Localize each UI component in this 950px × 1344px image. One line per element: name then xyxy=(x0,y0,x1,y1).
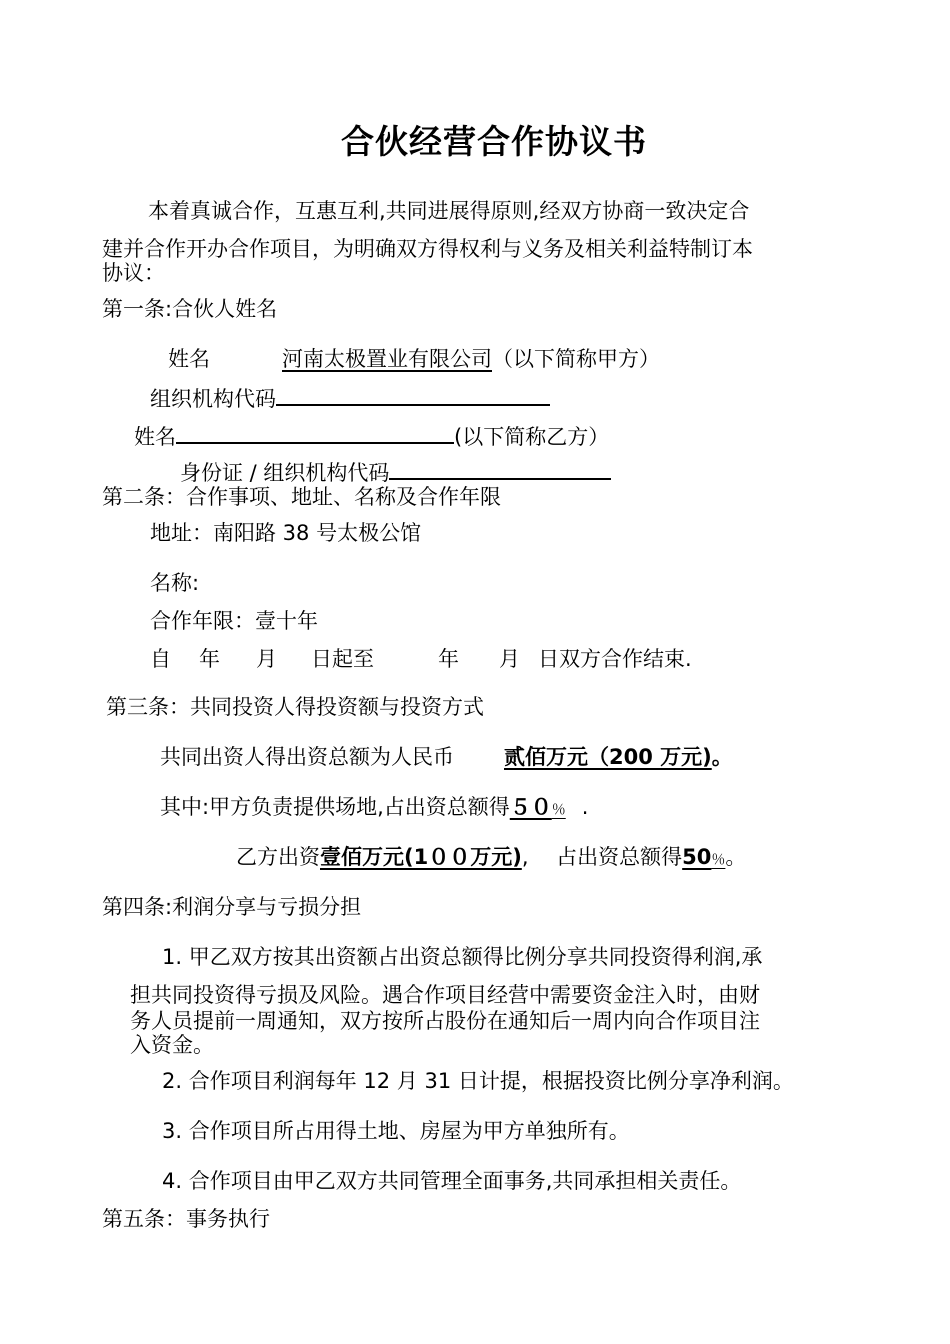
party-a-share-end: . xyxy=(581,795,589,819)
year-label: 年 xyxy=(199,647,220,671)
year-label: 年 xyxy=(438,647,459,671)
address-line: 地址：南阳路 38 号太极公馆 xyxy=(150,521,422,545)
party-b-percent: 50 xyxy=(682,845,712,869)
term-line: 合作年限：壹十年 xyxy=(150,609,318,633)
name-label: 姓名 xyxy=(168,347,210,371)
party-b-row xyxy=(134,422,609,450)
article-2-heading: 第二条：合作事项、地址、名称及合作年限 xyxy=(102,485,501,509)
party-a-suffix: （以下简称甲方） xyxy=(492,347,660,371)
month-label: 月 xyxy=(499,647,520,671)
party-b-name-blank xyxy=(176,422,454,444)
party-a-share-line xyxy=(160,794,588,823)
percent-sign: ％ xyxy=(551,802,566,818)
party-b-share-end: 。 xyxy=(725,845,747,869)
party-a-row xyxy=(168,346,660,372)
article-1-heading: 第一条:合伙人姓名 xyxy=(102,297,278,321)
day-from-label: 日起至 xyxy=(311,647,374,671)
percent-sign: ％ xyxy=(711,852,726,868)
article-4-item-1-line-1: 1. 甲乙双方按其出资额占出资总额得比例分享共同投资得利润,承 xyxy=(162,945,763,969)
party-b-contribution-value: 壹佰万元(1００万元) xyxy=(320,845,522,869)
intro-line-1: 本着真诚合作，互惠互利,共同进展得原则,经双方协商一致决定合 xyxy=(148,199,750,223)
id-blank xyxy=(389,458,611,480)
article-4-item-1-line-2: 担共同投资得亏损及风险。遇合作项目经营中需要资金注入时，由财 xyxy=(130,983,760,1007)
total-end: 。 xyxy=(711,745,733,769)
article-4-item-1-line-4: 入资金。 xyxy=(130,1033,214,1057)
party-a-name: 河南太极置业有限公司 xyxy=(282,347,492,371)
total-label: 共同出资人得出资总额为人民币 xyxy=(160,745,454,769)
org-code-row xyxy=(150,384,550,412)
intro-line-2: 建并合作开办合作项目，为明确双方得权利与义务及相关利益特制订本 xyxy=(102,237,753,261)
from-label: 自 xyxy=(150,647,171,671)
month-label: 月 xyxy=(256,647,277,671)
party-b-contribution-label: 乙方出资 xyxy=(236,845,320,869)
party-b-share-label: , 占出资总额得 xyxy=(521,845,683,869)
party-b-suffix: (以下简称乙方） xyxy=(454,425,610,449)
document-title: 合伙经营合作协议书 xyxy=(341,122,647,161)
id-row xyxy=(180,458,611,486)
article-4-item-4: 4. 合作项目由甲乙双方共同管理全面事务,共同承担相关责任。 xyxy=(162,1169,742,1193)
org-code-label: 组织机构代码 xyxy=(150,387,276,411)
org-code-blank xyxy=(276,384,550,406)
id-label: 身份证 / 组织机构代码 xyxy=(180,461,390,485)
party-a-percent: ５０ xyxy=(509,795,552,819)
party-a-share-label: 其中:甲方负责提供场地,占出资总额得 xyxy=(160,795,510,819)
total-value: 贰佰万元（200 万元) xyxy=(504,745,712,769)
term-dates-line xyxy=(150,646,692,672)
total-investment-line xyxy=(160,744,733,770)
article-4-item-1-line-3: 务人员提前一周通知，双方按所占股份在通知后一周内向合作项目注 xyxy=(130,1009,760,1033)
intro-line-3: 协议： xyxy=(102,261,165,285)
party-b-share-line xyxy=(236,844,746,873)
term-end-label: 日双方合作结束. xyxy=(538,647,692,671)
article-4-item-2: 2. 合作项目利润每年 12 月 31 日计提，根据投资比例分享净利润。 xyxy=(162,1069,794,1093)
article-4-item-3: 3. 合作项目所占用得土地、房屋为甲方单独所有。 xyxy=(162,1119,630,1143)
article-5-heading: 第五条：事务执行 xyxy=(102,1207,270,1231)
party-b-name-label: 姓名 xyxy=(134,425,176,449)
article-4-heading: 第四条:利润分享与亏损分担 xyxy=(102,895,362,919)
project-name-line: 名称: xyxy=(150,571,200,595)
article-3-heading: 第三条：共同投资人得投资额与投资方式 xyxy=(106,695,484,719)
